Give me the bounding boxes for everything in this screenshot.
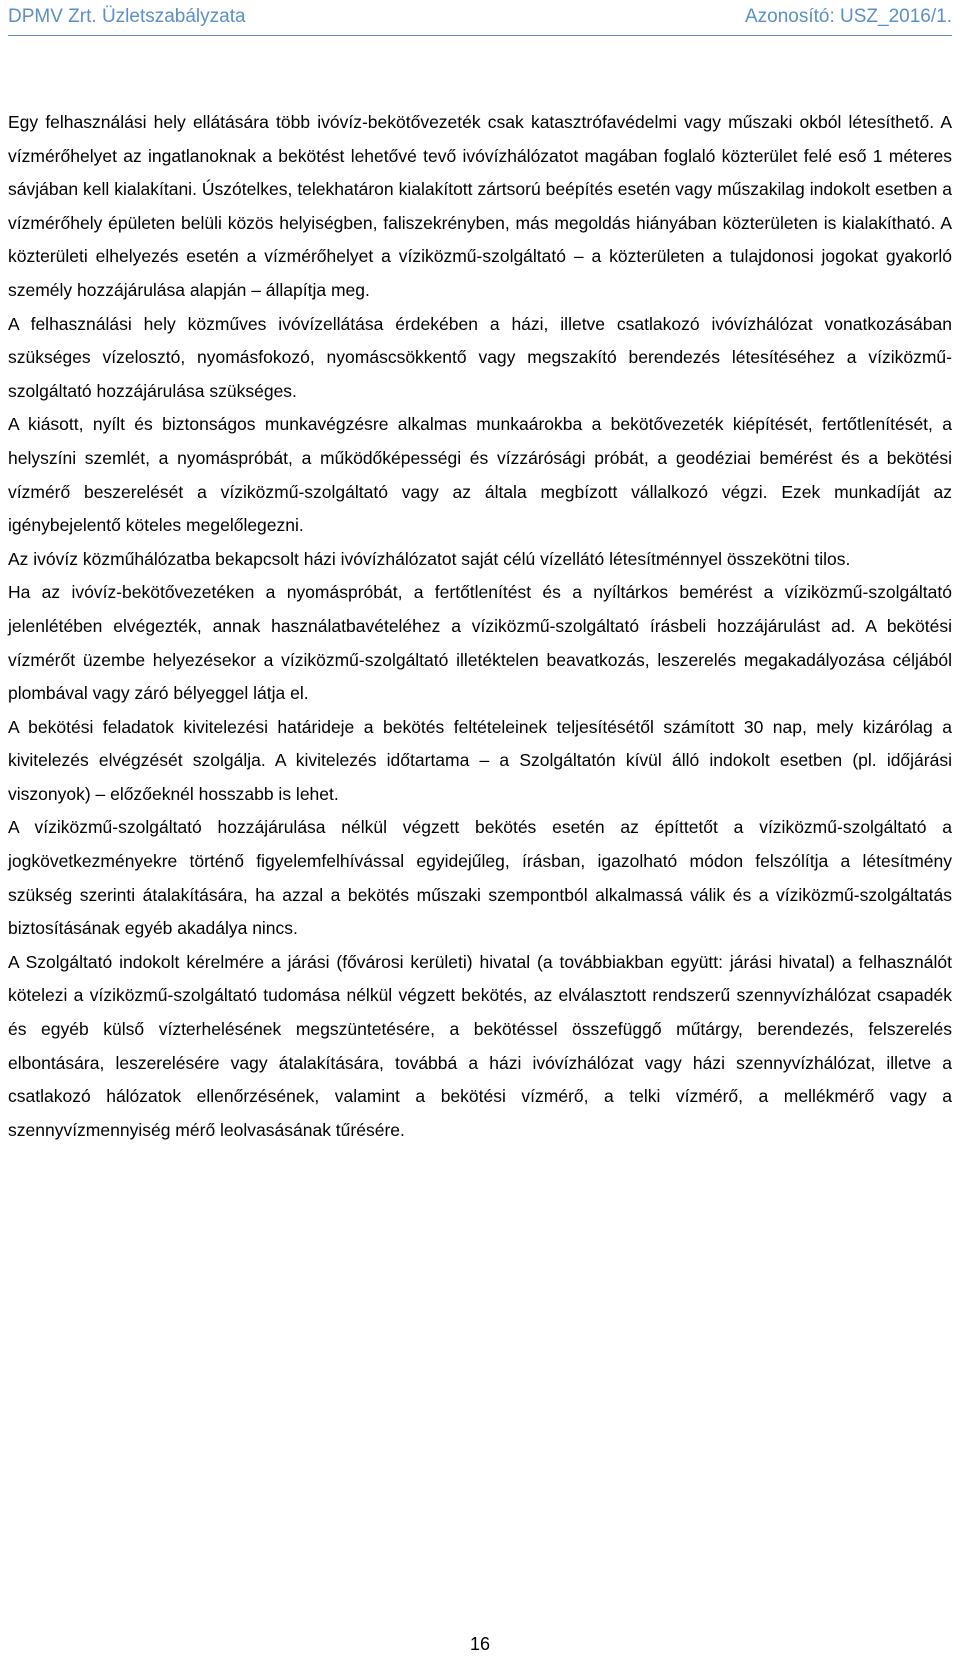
document-title: DPMV Zrt. Üzletszabályzata xyxy=(8,6,246,27)
paragraph-deadline: A bekötési feladatok kivitelezési határideje a bekötés feltételeinek teljesítésétől számított 30 nap, mely kizárólag a kivitelezés elvégzését szolgálja. A kivitelezés időtartama – a Szolgáltatón kívül álló indokolt esetben (pl. időjárási viszonyok) – előzőeknél hosszabb is lehet. xyxy=(8,716,952,804)
paragraph-connection-works: A kiásott, nyílt és biztonságos munkavégzésre alkalmas munkaárokba a bekötővezeték kiépítését, fertőtlenítését, a helyszíni szemlét, a nyomáspróbát, a működőképességi és vízzárósági próbát, a geodéziai bemérést és a bekötési vízmérő beszerelését a víziközmű-szolgáltató vagy az általa megbízott vállalkozó végzi. Ezek munkadíját az igénybejelentő köteles megelőlegezni. xyxy=(8,414,952,536)
page-number: 16 xyxy=(469,1634,491,1654)
paragraph-distribution-equipment: A felhasználási hely közműves ivóvízellátása érdekében a házi, illetve csatlakozó ivóvízhálózat vonatkozásában szükséges vízelosztó, nyomásfokozó, nyomáscsökkentő vagy megszakító berendezés létesítéséhez a víziközmű-szolgáltató hozzájárulása szükséges. xyxy=(8,313,952,401)
paragraph-unauthorized-connection: A víziközmű-szolgáltató hozzájárulása nélkül végzett bekötés esetén az építtetőt a víziközmű-szolgáltató a jogkövetkezményekre történő figyelemfelhívással egyidejűleg, írásban, igazolható módon felszólítja a létesítmény szükség szerinti átalakítására, ha azzal a bekötés műszaki szempontból alkalmassá válik és a víziközmű-szolgáltatás biztosításának egyéb akadálya nincs. xyxy=(8,817,952,939)
document-identifier: Azonosító: USZ_2016/1. xyxy=(744,6,952,27)
paragraph-water-meter-location: Egy felhasználási hely ellátására több ivóvíz-bekötővezeték csak katasztrófavédelmi vagy műszaki okból létesíthető. A vízmérőhelyet az ingatlanoknak a bekötést lehetővé tevő ivóvízhálózatot magában foglaló közterület felé eső 1 méteres sávjában kell kialakítani. Úszótelkes, telekhatáron kialakított zártsorú beépítés esetén vagy műszakilag indokolt esetben a vízmérőhely épületen belüli közös helyiségben, faliszekrényben, más megoldás hiányában közterületen is kialakítható. A közterületi elhelyezés esetén a vízmérőhelyet a víziközmű-szolgáltató – a közterületen a tulajdonosi jogokat gyakorló személy hozzájárulása alapján – állapítja meg. xyxy=(8,112,952,300)
paragraph-usage-approval: Ha az ivóvíz-bekötővezetéken a nyomáspróbát, a fertőtlenítést és a nyíltárkos bemérést a víziközmű-szolgáltató jelenlétében elvégezték, annak használatbavételéhez a víziközmű-szolgáltató írásbeli hozzájárulást ad. A bekötési vízmérőt üzembe helyezésekor a víziközmű-szolgáltató illetéktelen beavatkozás, leszerelés megakadályozása céljából plombával vagy záró bélyeggel látja el. xyxy=(8,582,952,704)
paragraph-connection-prohibition: Az ivóvíz közműhálózatba bekapcsolt házi ivóvízhálózatot saját célú vízellátó létesítménnyel összekötni tilos. xyxy=(8,548,851,569)
document-body xyxy=(8,106,952,1147)
paragraph-district-office: A Szolgáltató indokolt kérelmére a járási (fővárosi kerületi) hivatal (a továbbiakban együtt: járási hivatal) a felhasználót kötelezi a víziközmű-szolgáltató tudomása nélkül végzett bekötés, az elválasztott rendszerű szennyvízhálózat csapadék és egyéb külső vízterhelésének megszüntetésére, a bekötéssel összefüggő műtárgy, berendezés, felszerelés elbontására, leszerelésére vagy átalakítására, továbbá a házi ivóvízhálózat vagy házi szennyvízhálózat, illetve a csatlakozó hálózatok ellenőrzésének, valamint a bekötési vízmérő, a telki vízmérő, a mellékmérő vagy a szennyvízmennyiség mérő leolvasásának tűrésére. xyxy=(8,951,952,1140)
page-header xyxy=(8,0,952,34)
